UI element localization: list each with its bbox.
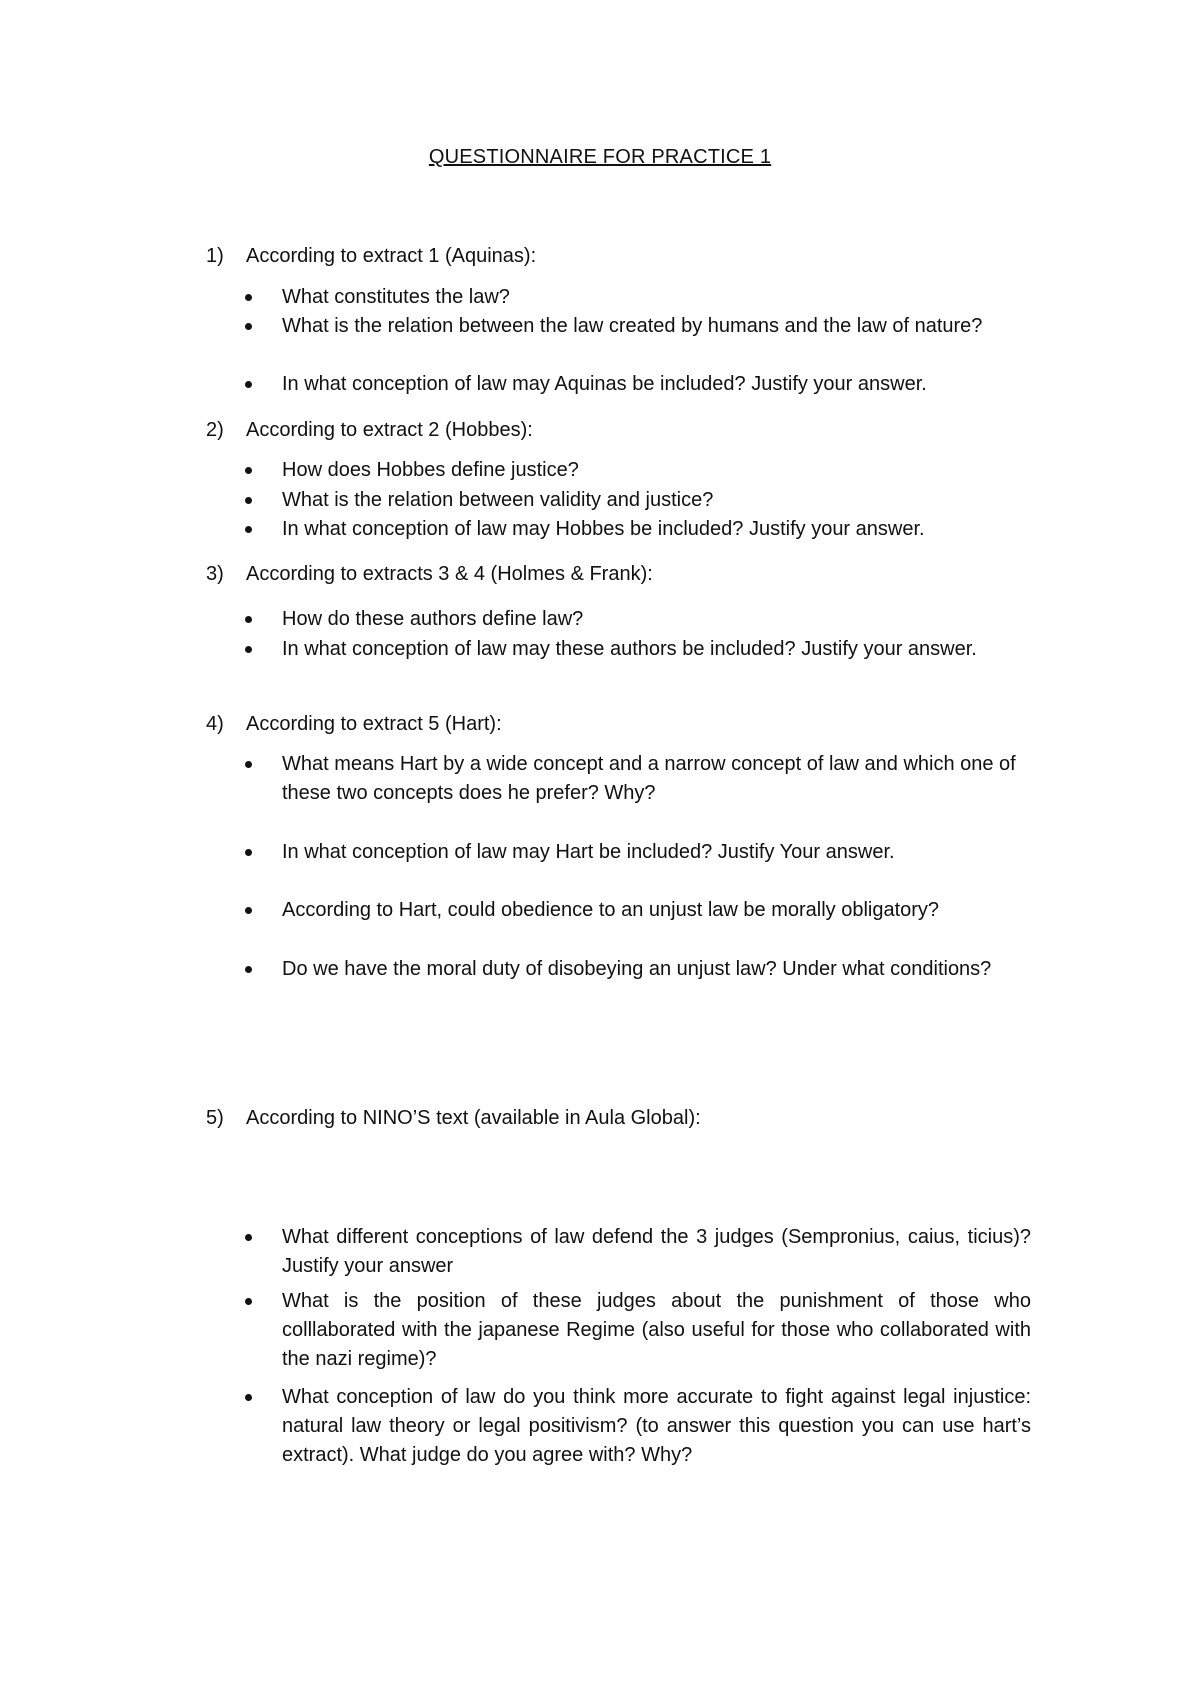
list-item-text: In what conception of law may these authors be included? Justify your answer.: [282, 638, 977, 660]
list-item: [246, 605, 1031, 634]
question-number: 2): [206, 419, 224, 441]
list-item: [246, 896, 1031, 925]
list-item: [246, 312, 1031, 341]
question-text: According to NINO’S text (available in Aula Global):: [246, 1107, 701, 1129]
question-number: 4): [206, 713, 224, 735]
bullet-icon: [245, 526, 252, 533]
list-item-text: What different conceptions of law defend the 3 judges (Sempronius, caius, ticius)? Justify your answer: [282, 1226, 1031, 1277]
bullet-icon: [245, 616, 252, 623]
bullet-icon: [245, 761, 252, 768]
question-text: According to extracts 3 & 4 (Holmes & Frank):: [246, 563, 653, 585]
question-2-heading: [206, 418, 533, 442]
question-number: 3): [206, 563, 224, 585]
question-4-heading: [206, 712, 502, 736]
bullet-icon: [245, 294, 252, 301]
list-item-text: In what conception of law may Hobbes be included? Justify your answer.: [282, 518, 925, 540]
list-item-text: In what conception of law may Aquinas be included? Justify your answer.: [282, 373, 927, 395]
list-item-text: In what conception of law may Hart be included? Justify Your answer.: [282, 841, 895, 863]
list-item: [246, 370, 1031, 399]
question-text: According to extract 5 (Hart):: [246, 713, 502, 735]
page-title: QUESTIONNAIRE FOR PRACTICE 1: [428, 146, 772, 168]
list-item: [246, 456, 1031, 485]
question-number: 5): [206, 1107, 224, 1129]
list-item-text: Do we have the moral duty of disobeying an unjust law? Under what conditions?: [282, 958, 992, 980]
list-item-text: What constitutes the law?: [282, 286, 510, 308]
list-item: [246, 486, 1031, 515]
question-text: According to extract 2 (Hobbes):: [246, 419, 533, 441]
bullet-icon: [245, 849, 252, 856]
list-item: [246, 1287, 1031, 1374]
list-item-text: What conception of law do you think more accurate to fight against legal injustice: natural law theory or legal positivism? (to answer this question you can use hart’s extract). What judge do you agree with? Why?: [282, 1386, 1031, 1466]
list-item: [246, 515, 1031, 544]
list-item: [246, 1383, 1031, 1470]
bullet-icon: [245, 966, 252, 973]
question-5-heading: [206, 1106, 701, 1130]
list-item-text: What is the position of these judges about the punishment of those who colllaborated with the japanese Regime (also useful for those who collaborated with the nazi regime)?: [282, 1290, 1031, 1370]
list-item: [246, 283, 1031, 312]
list-item: [246, 750, 1031, 808]
question-3-heading: [206, 562, 653, 586]
bullet-icon: [245, 646, 252, 653]
list-item-text: What means Hart by a wide concept and a narrow concept of law and which one of these two concepts does he prefer? Why?: [282, 753, 1016, 804]
question-number: 1): [206, 245, 224, 267]
list-item-text: How do these authors define law?: [282, 608, 584, 630]
bullet-icon: [245, 1394, 252, 1401]
list-item-text: What is the relation between validity and justice?: [282, 489, 714, 511]
bullet-icon: [245, 323, 252, 330]
list-item: [246, 1223, 1031, 1281]
list-item: [246, 635, 1031, 664]
bullet-icon: [245, 907, 252, 914]
list-item-text: How does Hobbes define justice?: [282, 459, 579, 481]
list-item-text: According to Hart, could obedience to an unjust law be morally obligatory?: [282, 899, 940, 921]
question-1-heading: [206, 244, 536, 268]
bullet-icon: [245, 381, 252, 388]
bullet-icon: [245, 1298, 252, 1305]
bullet-icon: [245, 1234, 252, 1241]
list-item-text: What is the relation between the law created by humans and the law of nature?: [282, 315, 983, 337]
question-text: According to extract 1 (Aquinas):: [246, 245, 537, 267]
bullet-icon: [245, 497, 252, 504]
list-item: [246, 955, 1031, 984]
bullet-icon: [245, 467, 252, 474]
list-item: [246, 838, 1031, 867]
